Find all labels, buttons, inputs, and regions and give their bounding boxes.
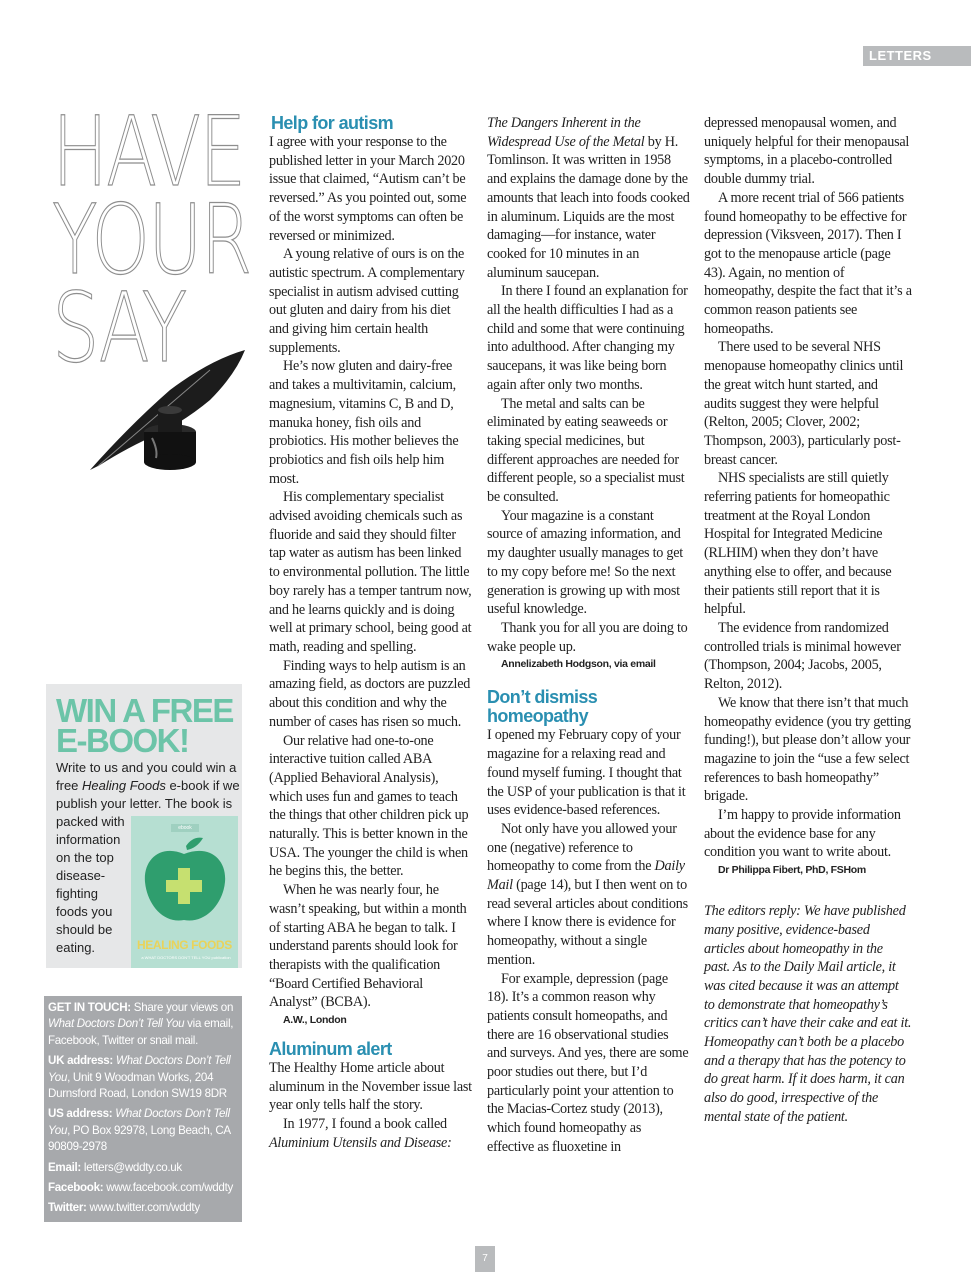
cover-subtitle: a WHAT DOCTORS DON'T TELL YOU publication xyxy=(141,955,231,960)
promo-text-continued: packed with information on the top disease-fighting foods you should be eating. xyxy=(56,814,125,955)
contact-us-address xyxy=(48,1106,238,1155)
section-label: LETTERS xyxy=(863,46,971,66)
promo-title-line: E-BOOK! xyxy=(56,722,189,759)
promo-title xyxy=(56,692,233,759)
contact-label: UK address: xyxy=(48,1054,113,1068)
twitter-link[interactable]: www.twitter.com/wddty xyxy=(86,1201,200,1215)
cover-badge: ebook xyxy=(171,824,199,832)
promo-text xyxy=(56,759,240,813)
paragraph: depressed menopausal women, and uniquely helpful for their menopausal symptoms, in a placebo-controlled double dummy trial. xyxy=(704,115,910,188)
magazine-title: What Doctors Don’t Tell You xyxy=(48,1054,231,1084)
win-ebook-promo xyxy=(46,684,242,968)
contact-facebook xyxy=(48,1180,238,1196)
headline-word-have: HAVE xyxy=(52,96,244,208)
quill-and-inkwell-icon xyxy=(60,330,250,480)
publication-name: Daily Mail xyxy=(487,858,685,894)
text-run: by H. Tomlinson. It was written in 1958 and explains the damage done by the amounts that leach into foods cooked in aluminum. Liquids are the most damaging—for instance, water cooked for 10 minutes in an aluminum saucepan. xyxy=(487,133,690,281)
text-run: , Unit 9 Woodman Works, 204 Durnsford Road, London SW19 8DR xyxy=(48,1070,227,1101)
cover-title: HEALING FOODS xyxy=(137,938,232,952)
letter-signature: Dr Philippa Fibert, PhD, FSHom xyxy=(718,864,866,877)
letter-signature: A.W., London xyxy=(283,1014,347,1027)
contact-info-box xyxy=(44,996,242,1222)
paragraph: There used to be several NHS menopause homeopathy clinics until the great witch hunt started, and audits suggest they were helpful (Relton, 2005; Clover, 2002; Thompson, 2003), particularly post-breast cancer. xyxy=(704,339,904,468)
contact-label: GET IN TOUCH: xyxy=(48,1001,131,1014)
text-run: via email, Facebook, Twitter or snail mail. xyxy=(48,1017,234,1047)
contact-twitter xyxy=(48,1200,238,1216)
facebook-link[interactable]: www.facebook.com/wddty xyxy=(103,1181,233,1195)
contact-label: Facebook: xyxy=(48,1181,104,1195)
contact-get-in-touch xyxy=(48,1000,238,1049)
paragraph: For example, depression (page 18). It’s a common reason why patients consult homeopaths, and there are 16 observational studies and surveys. And yes, there are some poor studies out there, but I’d particularly point your attention to the Macias-Cortez study (2013), which found homeopathy as effective as fluoxetine in xyxy=(487,970,689,1155)
paragraph: Finding ways to help autism is an amazing field, as doctors are puzzled about this condition and why the number of cases has risen so much. xyxy=(269,657,471,730)
apple-cross-icon xyxy=(131,834,238,934)
paragraph: A more recent trial of 566 patients found homeopathy to be effective for depression (Viksveen, 2017). Then I got to the menopause article (page 43). Again, no mention of homeopathy, despite the fact that it’s a common reason patients see homeopaths. xyxy=(704,189,912,337)
paragraph: The metal and salts can be eliminated by eating seaweeds or taking special medicines, but different approaches are needed for different people, so a specialist must be consulted. xyxy=(487,395,685,506)
paragraph: His complementary specialist advised avoiding chemicals such as fluoride and said they should filter tap water as autism has been linked to environmental pollution. The little boy rarely has a temper tantrum now, and he learns quickly and is doing well at primary school, being good at math, reading and spelling. xyxy=(269,489,472,655)
text-run: Not only have you allowed your one (negative) reference to homeopathy to come from the xyxy=(487,820,677,875)
paragraph: A young relative of ours is on the autistic spectrum. A complementary specialist in autism advised cutting out gluten and dairy from his diet and giving him certain health supplements. xyxy=(269,246,465,356)
paragraph: Thank you for all you are doing to wake people up. xyxy=(487,619,688,655)
text-run: e-book if we publish your letter. The book is xyxy=(56,778,240,811)
book-title: Healing Foods xyxy=(82,778,166,793)
paragraph: NHS specialists are still quietly referring patients for homeopathic treatment at the Royal London Hospital for Integrated Medicine (RLHIM) when they don’t have anything else to offer, and because their patients still report that it is helpful. xyxy=(704,470,892,618)
contact-label: Twitter: xyxy=(48,1201,87,1215)
contact-uk-address xyxy=(48,1053,238,1102)
paragraph xyxy=(487,820,691,970)
article-heading-help-for-autism: Help for autism xyxy=(271,113,394,133)
contact-label: Email: xyxy=(48,1160,81,1174)
paragraph: He’s now gluten and dairy-free and takes a multivitamin, calcium, magnesium, vitamins C, B and D, manuka honey, fish oils and probiotics. His mother believes the probiotics and fish oils help him most. xyxy=(269,358,459,487)
paragraph: Our relative had one-to-one interactive tuition called ABA (Applied Behavioral Analysis), which uses fun and games to teach the things that other children pick up naturally. This is better known in the USA. The younger the child is when he begins this, the better. xyxy=(269,732,469,880)
contact-email xyxy=(48,1160,238,1176)
contact-label: US address: xyxy=(48,1107,113,1121)
column-3 xyxy=(704,114,912,1127)
column-2 xyxy=(487,114,691,1157)
text-run: Share your views on xyxy=(130,1001,234,1014)
email-link[interactable]: letters@wddty.co.uk xyxy=(81,1160,182,1174)
book-title: Aluminium Utensils and Disease: xyxy=(269,1134,452,1151)
book-title: The Dangers Inherent in the Widespread Use of the Metal xyxy=(487,115,645,150)
magazine-title: What Doctors Don’t Tell You xyxy=(48,1107,230,1137)
paragraph: We know that there isn’t that much homeopathy evidence (you try getting funding!), but please don’t allow your magazine to join the “use a few select references to bash homeopathy” brigade. xyxy=(704,694,911,805)
editors-reply: The editors reply: We have published many positive, evidence-based articles about homeopathy in the past. As to the Daily Mail article, it was cited because it was an attempt to demonstrate that homeopathy’s critics can’t have their cake and eat it. Homeopathy can’t both be a placebo and a therapy that has the potency to do great harm. If it does harm, it can also do good, irrespective of the mental state of the patient. xyxy=(704,903,912,1125)
paragraph xyxy=(269,1115,473,1152)
text-run: , PO Box 92978, Long Beach, CA 90809-2978 xyxy=(48,1123,231,1154)
paragraph xyxy=(487,114,691,282)
ebook-cover-image xyxy=(131,816,238,968)
text-run: In 1977, I found a book called xyxy=(283,1116,447,1133)
paragraph: In there I found an explanation for all the health difficulties I had as a child and some that were continuing into adulthood. After changing my saucepans, it was like being born again after only two months. xyxy=(487,283,688,393)
paragraph: The Healthy Home article about aluminum in the November issue last year only tells half the story. xyxy=(269,1060,472,1114)
column-1 xyxy=(269,114,473,1153)
headline-word-your: YOUR xyxy=(52,184,251,296)
article-heading-aluminum-alert: Aluminum alert xyxy=(269,1039,392,1060)
paragraph: I agree with your response to the published letter in your March 2020 issue that claimed, “Autism can’t be reversed.” As you pointed out, some of the worst symptoms can often be reversed or minimized. xyxy=(269,134,467,244)
paragraph: When he was nearly four, he wasn’t speaking, but within a month of starting ABA he began to talk. I understand parents should look for therapists with the qualification “Board Certified Behavioral Analyst” (BCBA). xyxy=(269,882,467,1011)
text-run: (page 14), but I then went on to read several articles about conditions where I know there is evidence for homeopathy, without a single mention. xyxy=(487,877,688,968)
paragraph: The evidence from randomized controlled trials is minimal however (Thompson, 2004; Jacobs, 2005, Relton, 2012). xyxy=(704,619,901,693)
paragraph: I’m happy to provide information about the evidence base for any condition you want to write about. xyxy=(704,807,901,861)
headline-word-say: SAY xyxy=(52,272,186,384)
paragraph: I opened my February copy of your magazine for a relaxing read and found myself fuming. I thought that the USP of your publication is that it uses evidence-based references. xyxy=(487,727,686,819)
letter-signature: Annelizabeth Hodgson, via email xyxy=(501,658,656,671)
page-number: 7 xyxy=(475,1246,495,1272)
text-run: Write to us and you could win a free xyxy=(56,760,237,793)
article-heading-dont-dismiss-homeopathy: Don’t dismiss homeopathy xyxy=(487,687,598,727)
promo-title-line: WIN A FREE xyxy=(56,692,233,729)
magazine-title: What Doctors Don’t Tell You xyxy=(48,1017,185,1031)
paragraph: Your magazine is a constant source of amazing information, and my daughter usually manages to get to my copy before me! So the next generation is growing up with most useful knowledge. xyxy=(487,507,683,618)
